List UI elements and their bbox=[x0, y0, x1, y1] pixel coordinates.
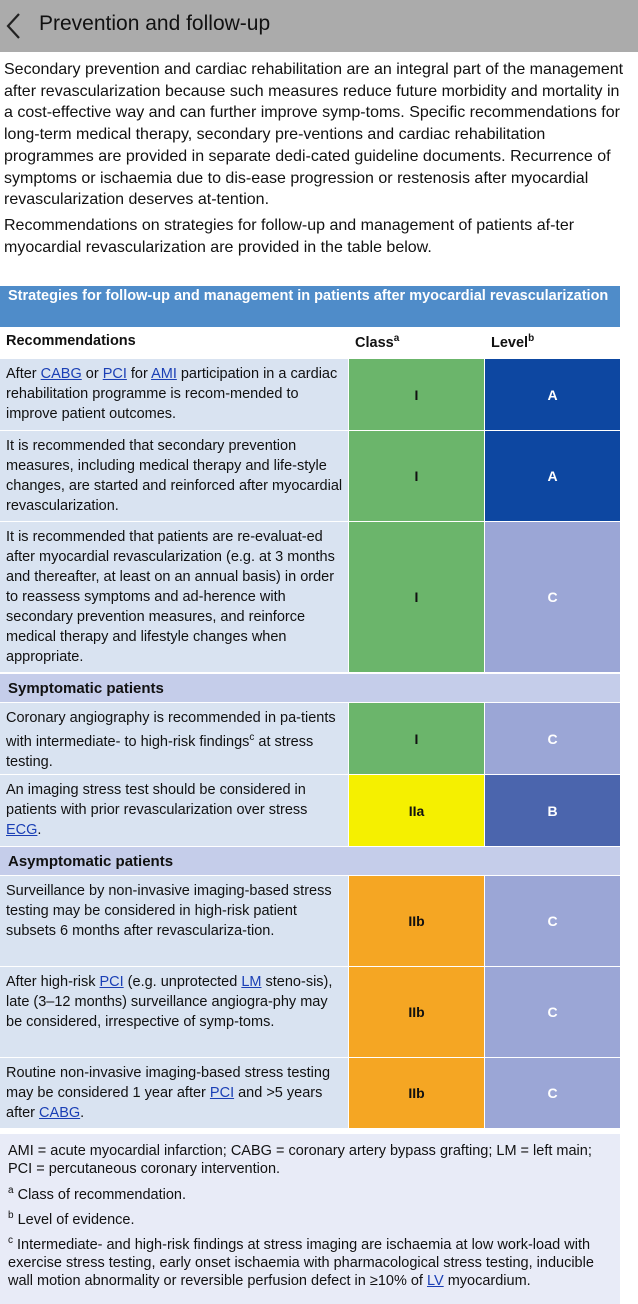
class-cell: I bbox=[349, 431, 484, 521]
footnote-c: $^c$ Intermediate- and high-risk findings at stress imaging are ischaemia at low work-load with exercise stress testing, early onset ischaemia with pharmacological stress testing, inducible wall motion abnormality or reversible perfusion defect in ≥10% of LV myocardium. bbox=[8, 1235, 594, 1289]
recommendation-text: It is recommended that patients are re-evaluat-ed after myocardial revascularization (e.g. at 3 months and thereafter, at least on an annual basis) in order to reassess symptoms and ad-herence with secondary prevention measures, and reinforce medical therapy and lifestyle changes when appropriate. bbox=[0, 522, 348, 672]
recommendation-text: Coronary angiography is recommended in pa-tients with intermediate- to high-risk findings$^c$ at stress testing. bbox=[0, 703, 348, 774]
level-cell: A bbox=[485, 359, 620, 430]
level-cell: C bbox=[485, 1058, 620, 1128]
intro-paragraph-2: Recommendations on strategies for follow-up and management of patients af-ter myocardial revascularization are provided in the table below. bbox=[4, 216, 575, 256]
level-cell: C bbox=[485, 876, 620, 966]
recommendation-text: Surveillance by non-invasive imaging-based stress testing may be considered in high-risk patient subsets 6 months after revasculariza-tion. bbox=[0, 876, 348, 966]
cabg-link[interactable]: CABG bbox=[39, 1105, 81, 1121]
footnote-b: $^b$ Level of evidence. bbox=[8, 1209, 135, 1228]
class-cell: IIb bbox=[349, 1058, 484, 1128]
class-cell: I bbox=[349, 703, 484, 774]
pci-link[interactable]: PCI bbox=[102, 366, 127, 382]
table-row bbox=[0, 359, 620, 430]
table-row bbox=[0, 431, 620, 521]
class-cell: IIb bbox=[349, 967, 484, 1057]
intro-text bbox=[4, 59, 626, 258]
ecg-link[interactable]: ECG bbox=[6, 822, 38, 838]
recommendation-text: After CABG or PCI for AMI participation in a cardiac rehabilitation programme is recom-mended to improve patient outcomes. bbox=[0, 359, 348, 430]
col-header-level: Level$^b$ bbox=[491, 333, 535, 351]
class-cell: IIa bbox=[349, 775, 484, 846]
ami-link[interactable]: AMI bbox=[151, 366, 177, 382]
table-row bbox=[0, 1058, 620, 1128]
recommendation-text: It is recommended that secondary prevention measures, including medical therapy and life-style changes, are started and reinforced after myocardial revascularization. bbox=[0, 431, 348, 521]
lv-link[interactable]: LV bbox=[427, 1272, 444, 1289]
chevron-left-icon[interactable] bbox=[2, 9, 26, 43]
footnote-a: $^a$ Class of recommendation. bbox=[8, 1184, 187, 1203]
recommendation-text: After high-risk PCI (e.g. unprotected LM steno-sis), late (3–12 months) surveillance angiogra-phy may be considered, irrespective of symp-toms. bbox=[0, 967, 348, 1057]
table-header-row bbox=[0, 327, 620, 358]
table-row bbox=[0, 522, 620, 672]
level-cell: A bbox=[485, 431, 620, 521]
footnote-abbreviations: AMI = acute myocardial infarction; CABG = coronary artery bypass grafting; LM = left main; PCI = percutaneous coronary intervention. bbox=[8, 1143, 592, 1177]
level-cell: C bbox=[485, 967, 620, 1057]
pci-link[interactable]: PCI bbox=[99, 974, 124, 990]
section-asymptomatic: Asymptomatic patients bbox=[0, 847, 620, 875]
recommendation-text: An imaging stress test should be considered in patients with prior revascularization over stress ECG. bbox=[0, 775, 348, 846]
class-cell: I bbox=[349, 359, 484, 430]
pci-link[interactable]: PCI bbox=[209, 1085, 235, 1101]
recommendation-text: Routine non-invasive imaging-based stress testing may be considered 1 year after PCI and >5 years after CABG. bbox=[0, 1058, 348, 1128]
intro-paragraph-1: Secondary prevention and cardiac rehabilitation are an integral part of the management after revascularization because such measures reduce future morbidity and mortality in a cost-effective way and can further improve symp-toms. Specific recommendations for long-term medical therapy, secondary pre-ventions and cardiac rehabilitation programmes are provided in separate dedi-cated guideline documents. Recurrence of symptoms or ischaemia due to dis-ease progression or restenosis after myocardial revascularization deserves at-tention. bbox=[4, 61, 624, 209]
cabg-link[interactable]: CABG bbox=[40, 366, 82, 382]
footnotes bbox=[0, 1134, 620, 1304]
table-row bbox=[0, 703, 620, 774]
class-cell: I bbox=[349, 522, 484, 672]
col-header-recommendations: Recommendations bbox=[6, 333, 136, 349]
table-row bbox=[0, 876, 620, 966]
level-cell: C bbox=[485, 522, 620, 672]
table-row bbox=[0, 775, 620, 846]
class-cell: IIb bbox=[349, 876, 484, 966]
level-cell: C bbox=[485, 703, 620, 774]
page-title: Prevention and follow-up bbox=[39, 12, 271, 35]
lm-link[interactable]: LM bbox=[241, 974, 262, 990]
table-title: Strategies for follow-up and management in patients after myocardial revascularization bbox=[0, 286, 620, 327]
col-header-class: Class$^a$ bbox=[355, 333, 400, 351]
table-row bbox=[0, 967, 620, 1057]
section-symptomatic: Symptomatic patients bbox=[0, 674, 620, 702]
nav-header bbox=[0, 0, 638, 52]
level-cell: B bbox=[485, 775, 620, 846]
